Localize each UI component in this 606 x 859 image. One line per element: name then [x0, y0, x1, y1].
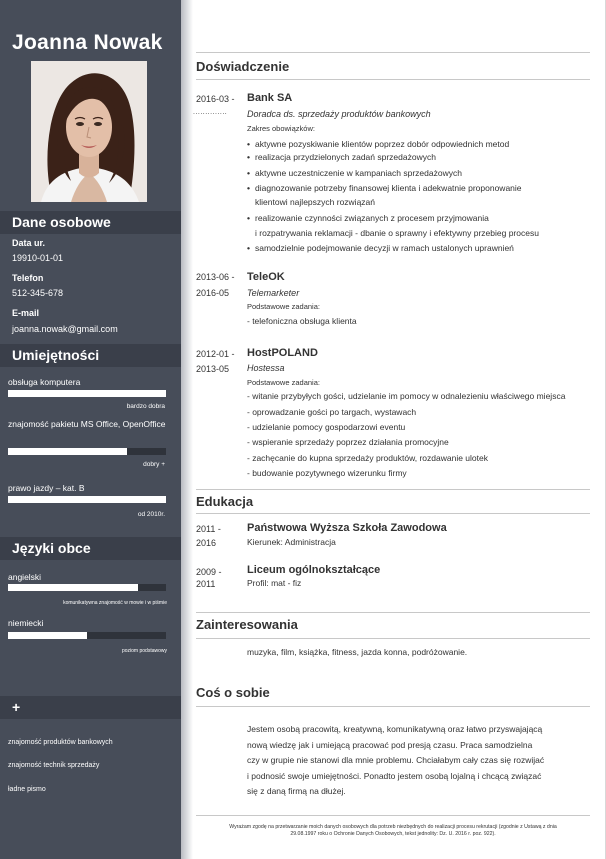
email-label: E-mail	[12, 308, 40, 318]
job-date-start: 2016-03 -	[196, 94, 235, 104]
language-level: poziom podstawowy	[121, 648, 167, 654]
section-divider	[196, 815, 590, 816]
job-position: Telemarketer	[247, 288, 300, 298]
job-task-text: realizacja przydzielonych zadań sprzedażowych	[255, 152, 436, 162]
job-position: Doradca ds. sprzedaży produktów bankowych	[247, 109, 431, 119]
experience-title: Doświadczenie	[196, 59, 290, 74]
job-task-text: samodzielnie podejmowanie decyzji w ramach ustalonych uprawnień	[255, 243, 514, 253]
job-date-end: ..............	[193, 109, 228, 116]
job-task: - oprowadzanie gości po targach, wystawach	[247, 407, 417, 417]
about-line: nową wiedzę jak i umiejącą pracować pod presją czasu. Praca samodzielna	[247, 739, 533, 750]
profile-photo	[31, 61, 147, 202]
edu-date-start: 2011 -	[196, 524, 221, 534]
skill-bar	[8, 448, 166, 455]
job-task-continued: i rozpatrywania reklamacji - dbanie o sprawny i efektywny przebieg procesu	[255, 228, 539, 238]
job-task-text: aktywne pozyskiwanie klientów poprzez dobór odpowiednich metod	[255, 139, 510, 149]
skill-name: znajomość pakietu MS Office, OpenOffice	[8, 419, 166, 429]
extras-item: znajomość technik sprzedaży	[8, 762, 100, 769]
top-divider	[196, 52, 590, 53]
job-task: • realizowanie czynności związanych z procesem przyjmowania	[247, 213, 489, 223]
job-task: • realizacja przydzielonych zadań sprzedażowych	[247, 152, 436, 162]
job-task-text: aktywne uczestniczenie w kampaniach sprzedażowych	[255, 168, 462, 178]
sidebar-shadow	[181, 0, 193, 859]
skills-header: Umiejętności	[0, 344, 181, 367]
section-divider	[196, 638, 590, 639]
language-name: angielski	[8, 572, 42, 582]
candidate-name: Joanna Nowak	[12, 31, 163, 54]
job-task: - telefoniczna obsługa klienta	[247, 316, 357, 326]
language-name: niemiecki	[8, 618, 44, 628]
phone-label: Telefon	[12, 273, 44, 283]
section-divider	[196, 612, 590, 613]
skill-level: dobry +	[143, 461, 165, 468]
edu-school: Państwowa Wyższa Szkoła Zawodowa	[247, 522, 447, 534]
job-tasks-label: Podstawowe zadania:	[247, 302, 320, 311]
birthdate-value: 19910-01-01	[12, 253, 64, 263]
job-task: • aktywne pozyskiwanie klientów poprzez dobór odpowiednich metod	[247, 139, 510, 149]
skill-bar-fill	[8, 390, 166, 397]
consent-clause	[196, 824, 590, 838]
about-line: Jestem osobą pracowitą, kreatywną, komunikatywną oraz łatwo przyswajającą	[247, 724, 543, 734]
edu-detail: Kierunek: Administracja	[247, 537, 336, 547]
interests-title: Zainteresowania	[196, 617, 298, 632]
extras-item: ładne pismo	[8, 786, 46, 793]
edu-date-start: 2009 -	[196, 567, 222, 577]
job-task: - zachęcanie do kupna sprzedaży produktów, rozdawanie ulotek	[247, 453, 488, 463]
skill-bar-fill	[8, 496, 166, 503]
skill-level: od 2010r.	[137, 511, 165, 518]
about-line: się z daną firmą na dłużej.	[247, 786, 346, 796]
extras-item: znajomość produktów bankowych	[8, 739, 113, 746]
extras-header: +	[0, 696, 181, 719]
language-bar	[8, 584, 166, 591]
section-divider	[196, 489, 590, 490]
section-divider	[196, 706, 590, 707]
job-task-text: diagnozowanie potrzeby finansowej klienta i adekwatnie proponowanie	[255, 183, 522, 193]
job-task-text: realizowanie czynności związanych z procesem przyjmowania	[255, 213, 489, 223]
language-bar-fill	[8, 632, 87, 639]
job-date-end: 2013-05	[196, 364, 230, 374]
personal-data-header: Dane osobowe	[0, 211, 181, 234]
language-bar	[8, 632, 166, 639]
section-divider	[196, 79, 590, 80]
job-task: - udzielanie pomocy gospodarzowi eventu	[247, 422, 406, 432]
job-company: TeleOK	[247, 271, 285, 283]
edu-date-end: 2016	[196, 538, 217, 548]
job-company: Bank SA	[247, 92, 293, 104]
skill-bar	[8, 390, 166, 397]
education-title: Edukacja	[196, 494, 254, 509]
skill-level: bardzo dobra	[126, 403, 165, 410]
edu-date-end: 2011	[196, 579, 216, 589]
job-task: - wspieranie sprzedaży poprzez działania promocyjne	[247, 437, 449, 447]
about-text	[247, 722, 572, 800]
job-date-start: 2012-01 -	[196, 349, 235, 359]
phone-value: 512-345-678	[12, 288, 64, 298]
sidebar	[0, 0, 181, 859]
edu-school: Liceum ogólnokształcące	[247, 564, 381, 576]
language-level: komunikatywna znajomość w mowie i w piśmie	[63, 600, 167, 606]
job-task: • samodzielnie podejmowanie decyzji w ramach ustalonych uprawnień	[247, 243, 514, 253]
job-position: Hostessa	[247, 363, 285, 373]
job-task-continued: klientowi najlepszych rozwiązań	[255, 197, 376, 207]
section-divider	[196, 513, 590, 514]
about-line: i podnosić swoje umiejętności. Ponadto jestem osobą lojalną i chcącą związać	[247, 770, 542, 781]
job-company: HostPOLAND	[247, 347, 318, 359]
job-task: • diagnozowanie potrzeby finansowej klienta i adekwatnie proponowanie	[247, 183, 522, 193]
job-tasks-label: Podstawowe zadania:	[247, 378, 320, 387]
job-tasks-label: Zakres obowiązków:	[247, 124, 315, 133]
skill-name: obsługa komputera	[8, 377, 81, 387]
job-date-end: 2016-05	[196, 288, 230, 298]
email-value: joanna.nowak@gmail.com	[12, 324, 118, 334]
skill-bar	[8, 496, 166, 503]
consent-line: 29.08.1997 roku o Ochronie Danych Osobowych, tekst jednolity: Dz. U. 2016 r. poz. 922).	[290, 831, 496, 837]
languages-header: Języki obce	[0, 537, 181, 560]
edu-detail: Profil: mat - fiz	[247, 578, 302, 588]
about-line: czy w grupie nie stanowi dla mnie problemu. Chciałabym cały czas się rozwijać	[247, 755, 545, 765]
consent-line: Wyrażam zgodę na przetwarzanie moich danych osobowych dla potrzeb niezbędnych do realizacji procesu rekrutacji (zgodnie z Ustawą z dnia	[229, 824, 557, 830]
language-bar-fill	[8, 584, 138, 591]
portrait-image	[31, 61, 147, 202]
interests-text: muzyka, film, książka, fitness, jazda konna, podróżowanie.	[247, 647, 468, 657]
skill-name: prawo jazdy – kat. B	[8, 483, 85, 493]
about-title: Coś o sobie	[196, 685, 270, 700]
job-task: - budowanie pozytywnego wizerunku firmy	[247, 468, 407, 478]
job-date-start: 2013-06 -	[196, 272, 235, 282]
job-task: • aktywne uczestniczenie w kampaniach sprzedażowych	[247, 168, 462, 178]
job-task: - witanie przybyłych gości, udzielanie im pomocy w odnalezieniu właściwego miejsca	[247, 391, 566, 401]
skill-bar-fill	[8, 448, 127, 455]
birthdate-label: Data ur.	[12, 238, 46, 248]
